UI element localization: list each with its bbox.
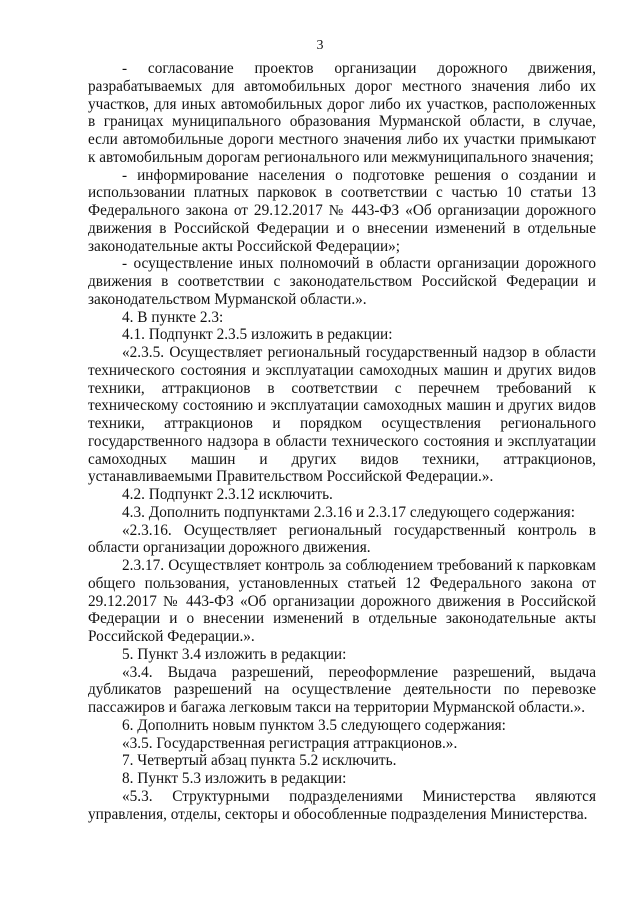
paragraph-item-5: 5. Пункт 3.4 изложить в редакции: (122, 645, 347, 663)
paragraph-subitem-2-3-16: «2.3.16. Осуществляет региональный государственный контроль в области организации дорожного движения. (88, 521, 596, 557)
paragraph-item-8: 8. Пункт 5.3 изложить в редакции: (122, 770, 347, 787)
paragraph-item-4-3: 4.3. Дополнить подпунктами 2.3.16 и 2.3.17 следующего содержания: (122, 503, 575, 521)
paragraph-item-6: 6. Дополнить новым пунктом 3.5 следующего содержания: (122, 716, 506, 734)
paragraph-bullet-coordination: - согласование проектов организации дорожного движения, разрабатываемых для автомобильных дорог местного значения либо их участков, для иных автомобильных дорог либо их участков, расположенных в границах муниципального образования Мурманской области, в случае, если автомобильные дороги местного значения либо их участки примыкают к автомобильным дорогам регионального или межмуниципального значения; (88, 60, 596, 166)
paragraph-item-7: 7. Четвертый абзац пункта 5.2 исключить. (122, 752, 397, 770)
paragraph-item-4: 4. В пункте 2.3: (122, 308, 224, 326)
paragraph-subitem-5-3: «5.3. Структурными подразделениями Министерства являются управления, отделы, секторы и обособленные подразделения Министерства. (88, 787, 596, 823)
paragraph-item-4-1: 4.1. Подпункт 2.3.5 изложить в редакции: (122, 326, 393, 344)
paragraph-bullet-informing: - информирование населения о подготовке решения о создании и использовании платных парковок в соответствии с частью 10 статьи 13 Федерального закона от 29.12.2017 № 443-ФЗ «Об организации дорожного движения в Российской Федерации и о внесении изменений в отдельные законодательные акты Российской Федерации»; (88, 166, 596, 255)
paragraph-subitem-3-5: «3.5. Государственная регистрация аттракционов.». (122, 734, 458, 752)
paragraph-subitem-3-4: «3.4. Выдача разрешений, переоформление разрешений, выдача дубликатов разрешений на осуществление деятельности по перевозке пассажиров и багажа легковым такси на территории Мурманской области.». (88, 663, 596, 716)
page-number: 3 (316, 38, 324, 53)
paragraph-subitem-2-3-5: «2.3.5. Осуществляет региональный государственный надзор в области технического состояния и эксплуатации самоходных машин и других видов техники, аттракционов в соответствии с перечнем требований к техническому состоянию и эксплуатации самоходных машин и других видов техники, аттракционов и порядком осуществления регионального государственного надзора в области технического состояния и эксплуатации самоходных машин и других видов техники, аттракционов, устанавливаемыми Правительством Российской Федерации.». (88, 344, 596, 486)
paragraph-item-4-2: 4.2. Подпункт 2.3.12 исключить. (122, 486, 333, 503)
paragraph-subitem-2-3-17: 2.3.17. Осуществляет контроль за соблюдением требований к парковкам общего пользования, установленных статьей 12 Федерального закона от 29.12.2017 № 443-ФЗ «Об организации дорожного движения в Российской Федерации и о внесении изменений в отдельные законодательные акты Российской Федерации.». (88, 557, 596, 645)
document-body (88, 60, 596, 823)
paragraph-bullet-other-powers: - осуществление иных полномочий в области организации дорожного движения в соответствии с законодательством Российской Федерации и законодательством Мурманской области.». (88, 255, 596, 308)
